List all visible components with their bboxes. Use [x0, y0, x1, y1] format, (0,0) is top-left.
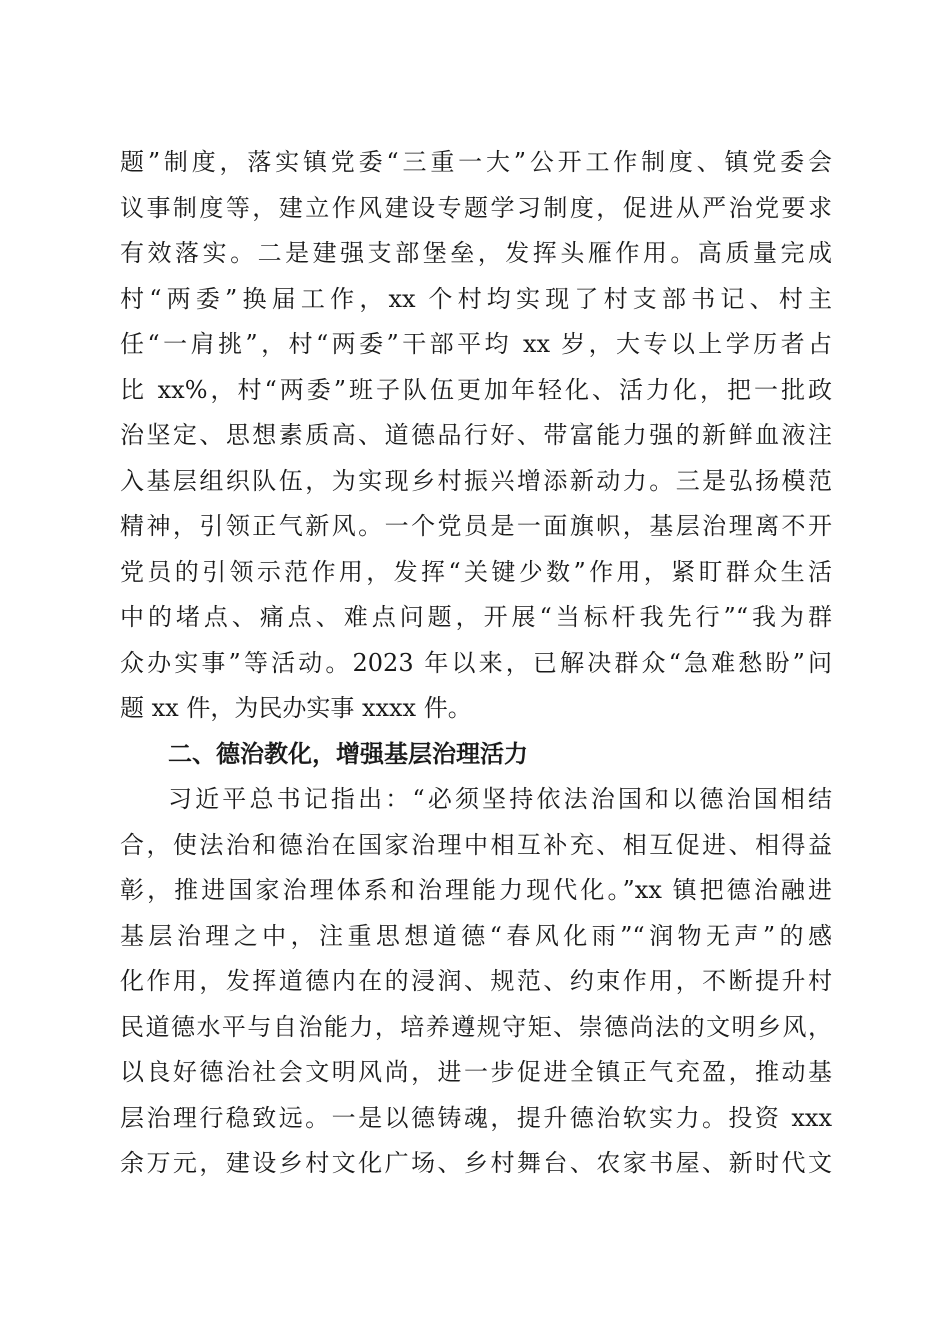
text-line: 议事制度等，建立作风建设专题学习制度，促进从严治党要求 [120, 193, 832, 222]
text-line: 题 xx 件，为民办实事 xxxx 件。 [120, 694, 472, 722]
text-line: 化作用，发挥道德内在的浸润、规范、约束作用，不断提升村 [120, 967, 832, 995]
text-line: 有效落实。二是建强支部堡垒，发挥头雁作用。高质量完成 [120, 239, 832, 267]
text-line: 比 xx%，村“两委”班子队伍更加年轻化、活力化，把一批政 [120, 375, 832, 404]
text-line: 题”制度，落实镇党委“三重一大”公开工作制度、镇党委会 [120, 148, 832, 176]
text-line: 治坚定、思想素质高、道德品行好、带富能力强的新鲜血液注 [120, 421, 832, 449]
text-line: 党员的引领示范作用，发挥“关键少数”作用，紧盯群众生活 [120, 557, 832, 586]
text-line: 彰，推进国家治理体系和治理能力现代化。”xx 镇把德治融进 [120, 876, 832, 904]
text-line: 层治理行稳致远。一是以德铸魂，提升德治软实力。投资 xxx [120, 1103, 832, 1132]
text-line: 众办实事”等活动。2023 年以来，已解决群众“急难愁盼”问 [120, 648, 832, 677]
text-line: 中的堵点、痛点、难点问题，开展“当标杆我先行”“我为群 [120, 603, 832, 631]
text-line: 入基层组织队伍，为实现乡村振兴增添新动力。三是弘扬模范 [120, 466, 832, 495]
text-line: 任“一肩挑”，村“两委”干部平均 xx 岁，大专以上学历者占 [120, 330, 832, 358]
section-heading: 二、德治教化，增强基层治理活力 [168, 739, 528, 768]
text-line: 习近平总书记指出：“必须坚持依法治国和以德治国相结 [168, 785, 832, 813]
paragraph-party-building [120, 140, 832, 732]
text-line: 民道德水平与自治能力，培养遵规守矩、崇德尚法的文明乡风， [120, 1012, 832, 1041]
text-line: 村“两委”换届工作，xx 个村均实现了村支部书记、村主 [120, 284, 832, 313]
paragraph-moral-governance [120, 777, 832, 1187]
text-line: 精神，引领正气新风。一个党员是一面旗帜，基层治理离不开 [120, 512, 832, 540]
document-page [120, 140, 832, 1187]
text-line: 基层治理之中，注重思想道德“春风化雨”“润物无声”的感 [120, 921, 832, 950]
text-line: 以良好德治社会文明风尚，进一步促进全镇正气充盈，推动基 [120, 1058, 832, 1086]
text-line: 余万元，建设乡村文化广场、乡村舞台、农家书屋、新时代文 [120, 1149, 832, 1177]
text-line: 合，使法治和德治在国家治理中相互补充、相互促进、相得益 [120, 830, 832, 859]
